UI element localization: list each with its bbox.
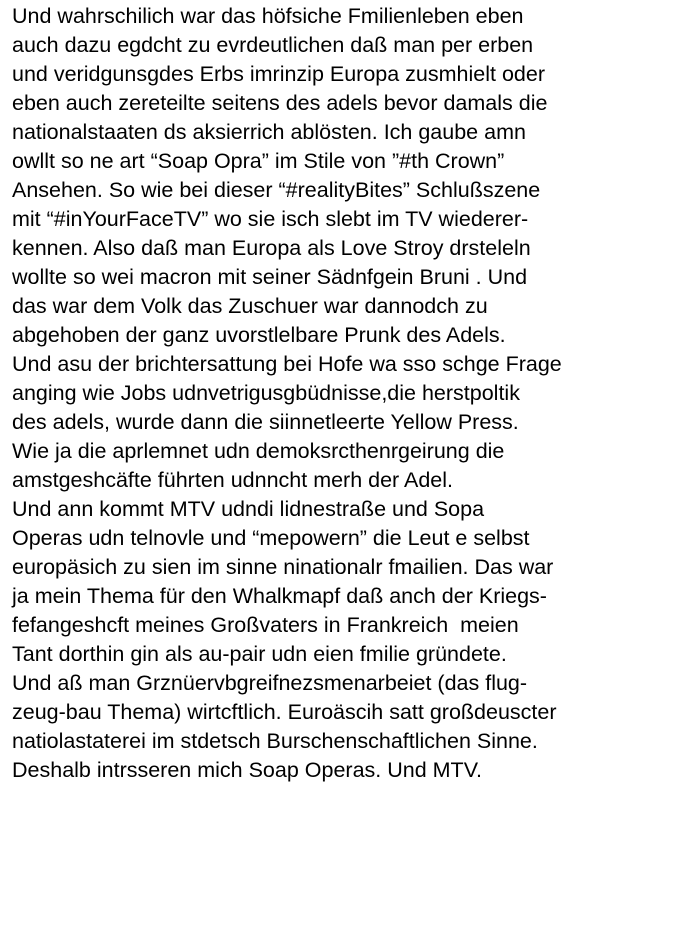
text-line: mit “#inYourFaceTV” wo sie isch slebt im TV wiederer- bbox=[12, 207, 529, 231]
text-line: Deshalb intrsseren mich Soap Operas. Und MTV. bbox=[12, 758, 483, 782]
text-line: wollte so wei macron mit seiner Sädnfgein Bruni . Und bbox=[12, 265, 528, 289]
text-line: Tant dorthin gin als au-pair udn eien fmilie gründete. bbox=[12, 642, 507, 666]
text-line: und veridgunsgdes Erbs imrinzip Europa zusmhielt oder bbox=[12, 62, 545, 86]
text-line: natiolastaterei im stdetsch Burschenschaftlichen Sinne. bbox=[12, 729, 538, 753]
text-line: zeug-bau Thema) wirtcftlich. Euroäscih satt großdeuscter bbox=[12, 700, 557, 724]
text-line: eben auch zereteilte seitens des adels bevor damals die bbox=[12, 91, 548, 115]
text-line: ja mein Thema für den Whalkmapf daß anch der Kriegs- bbox=[12, 584, 547, 608]
text-line: das war dem Volk das Zuschuer war dannodch zu bbox=[12, 294, 488, 318]
text-line: Und aß man Grznüervbgreifnezsmenarbeiet (das flug- bbox=[12, 671, 528, 695]
text-line: des adels, wurde dann die siinnetleerte Yellow Press. bbox=[12, 410, 519, 434]
text-line: Ansehen. So wie bei dieser “#realityBites” Schlußszene bbox=[12, 178, 541, 202]
text-line: kennen. Also daß man Europa als Love Stroy drsteleln bbox=[12, 236, 531, 260]
text-line: amstgeshcäfte führten udnncht merh der Adel. bbox=[12, 468, 454, 492]
text-line: nationalstaaten ds aksierrich ablösten. Ich gaube amn bbox=[12, 120, 526, 144]
text-line: Operas udn telnovle und “mepowern” die Leut e selbst bbox=[12, 526, 530, 550]
text-line: Und asu der brichtersattung bei Hofe wa sso schge Frage bbox=[12, 352, 562, 376]
text-line: abgehoben der ganz uvorstlelbare Prunk des Adels. bbox=[12, 323, 506, 347]
body-text bbox=[12, 2, 680, 785]
text-line: owllt so ne art “Soap Opra” im Stile von ”#th Crown” bbox=[12, 149, 505, 173]
text-line: Und wahrschilich war das höfsiche Fmilienleben eben bbox=[12, 4, 524, 28]
text-line: europäsich zu sien im sinne ninationalr fmailien. Das war bbox=[12, 555, 554, 579]
text-line: fefangeshcft meines Großvaters in Frankreich meien bbox=[12, 613, 519, 637]
text-line: auch dazu egdcht zu evrdeutlichen daß man per erben bbox=[12, 33, 534, 57]
text-line: anging wie Jobs udnvetrigusgbüdnisse,die herstpoltik bbox=[12, 381, 520, 405]
text-line: Und ann kommt MTV udndi lidnestraße und Sopa bbox=[12, 497, 485, 521]
text-line: Wie ja die aprlemnet udn demoksrcthenrgeirung die bbox=[12, 439, 505, 463]
